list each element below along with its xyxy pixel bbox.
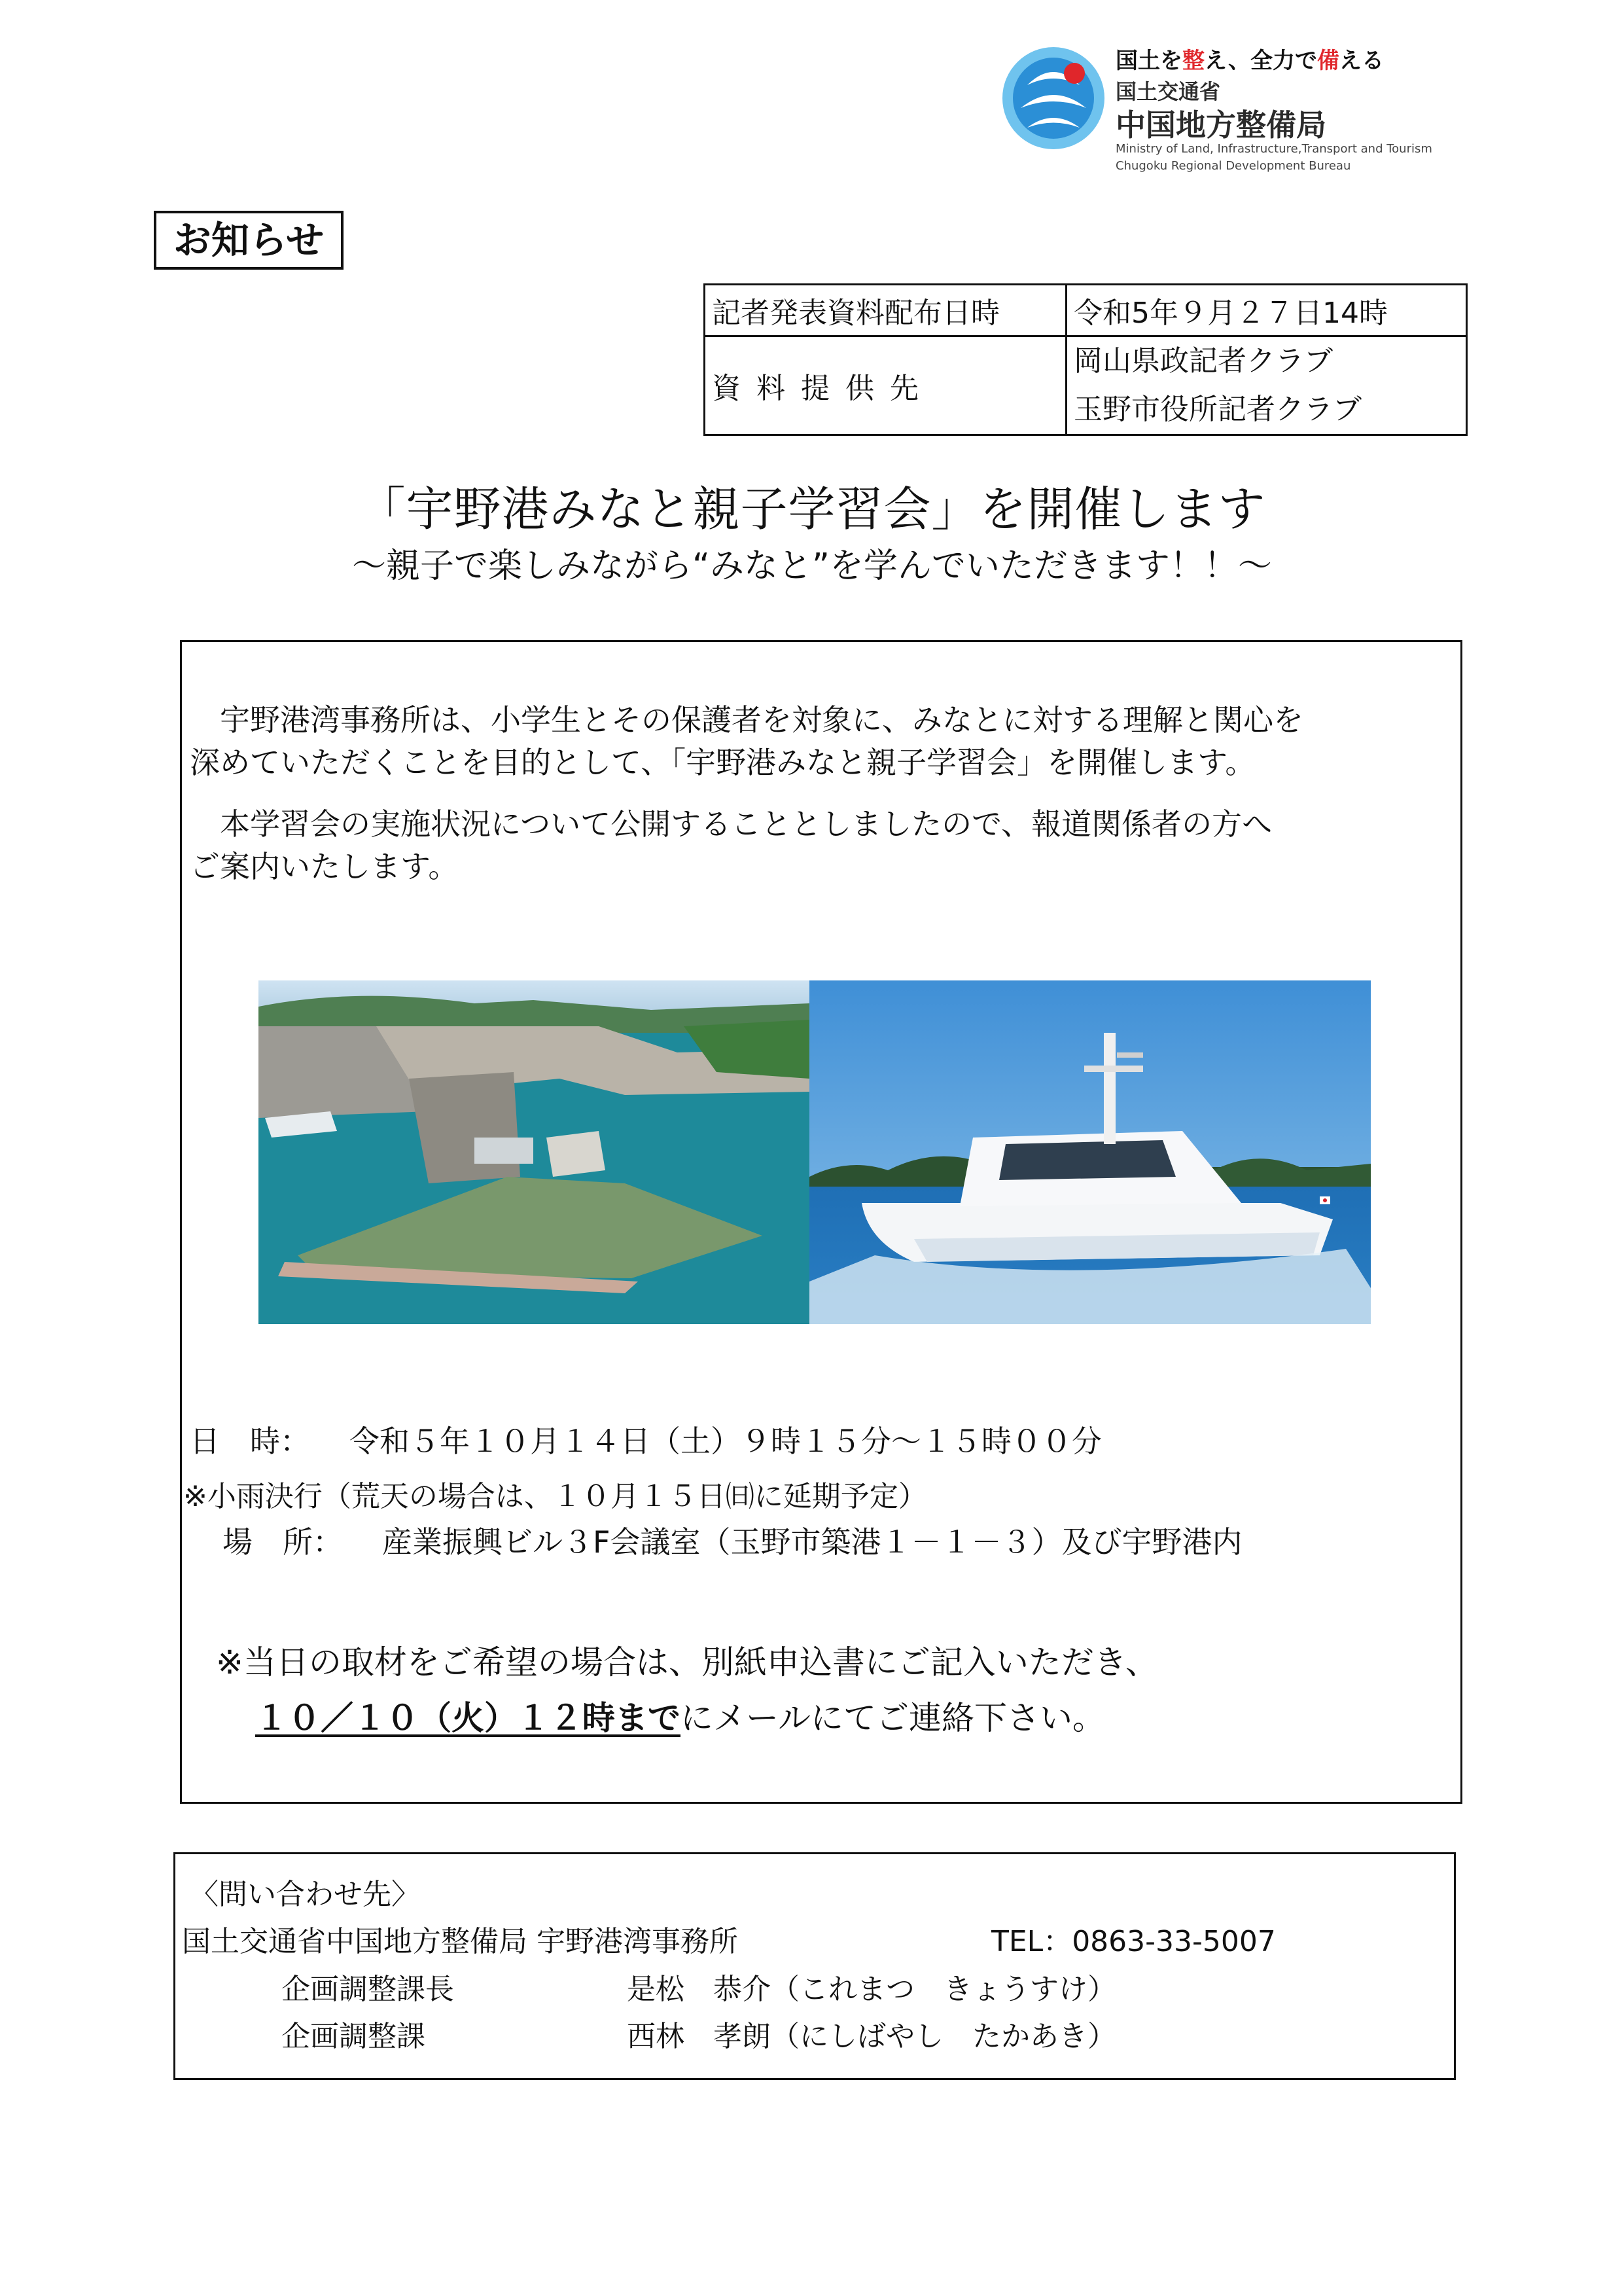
provided-to-label: 資料提供先	[705, 336, 1067, 435]
schedule-row	[190, 1418, 1102, 1461]
contact-name: 是松 恭介（これまつ きょうすけ）	[627, 1973, 1116, 2006]
place-value: 産業振興ビル３F会議室（玉野市築港１－１－３）及び宇野港内	[382, 1524, 1243, 1560]
body-paragraph-line: ご案内いたします。	[190, 849, 459, 884]
coverage-request-rest: にメールにてご連絡下さい。	[680, 1699, 1105, 1737]
rain-note: ※小雨決行（荒天の場合は、１０月１５日㈰に延期予定）	[183, 1480, 927, 1513]
logo-english-ministry: Ministry of Land, Infrastructure,Transport and Tourism	[1116, 142, 1432, 156]
coverage-request-line1: ※当日の取材をご希望の場合は、別紙申込書にご記入いただき、	[216, 1643, 1158, 1681]
bureau-logo-icon	[1001, 46, 1106, 151]
page-subtitle: ～親子で楽しみながら“みなと”を学んでいただきます！！～	[352, 547, 1272, 586]
place-label: 場 所：	[222, 1524, 343, 1560]
body-paragraph-line: 宇野港湾事務所は、小学生とその保護者を対象に、みなとに対する理解と関心を	[190, 702, 1303, 738]
aerial-port-photo	[258, 980, 809, 1324]
schedule-label: 日 時：	[190, 1424, 310, 1459]
body-paragraph-line: 本学習会の実施状況について公開することとしましたので、報道関係者の方へ	[190, 806, 1273, 842]
provided-to-row	[705, 336, 1467, 435]
notice-label: お知らせ	[154, 211, 344, 270]
contact-org: 国土交通省中国地方整備局 宇野港湾事務所	[182, 1925, 738, 1958]
contact-heading: 〈問い合わせ先〉	[190, 1878, 420, 1911]
contact-role: 企画調整課長	[281, 1973, 454, 2006]
logo-english-bureau: Chugoku Regional Development Bureau	[1116, 159, 1351, 173]
body-paragraph-line: 深めていただくことを目的として、「宇野港みなと親子学習会」を開催します。	[190, 745, 1256, 780]
patrol-boat-photo	[809, 980, 1371, 1324]
release-info-table	[703, 283, 1468, 436]
page-title: 「宇野港みなと親子学習会」を開催します	[358, 482, 1266, 537]
schedule-value: 令和５年１０月１４日（土）９時１５分～１５時００分	[349, 1424, 1102, 1459]
coverage-request-line2	[255, 1692, 1105, 1739]
place-row	[222, 1518, 1242, 1562]
provided-to-item: 岡山県政記者クラブ	[1074, 344, 1333, 378]
release-date-label: 記者発表資料配布日時	[705, 285, 1067, 336]
coverage-deadline: １０／１０（火）１２時まで	[255, 1699, 680, 1737]
release-date-row	[705, 285, 1467, 336]
provided-to-item: 玉野市役所記者クラブ	[1074, 393, 1362, 426]
release-date-value: 令和5年９月２７日14時	[1067, 285, 1467, 336]
logo-slogan: 国土を整え、全力で備える	[1116, 48, 1385, 74]
contact-tel: TEL：0863-33-5007	[991, 1925, 1276, 1958]
logo-ministry: 国土交通省	[1116, 79, 1221, 104]
logo-bureau: 中国地方整備局	[1116, 107, 1326, 143]
contact-role: 企画調整課	[281, 2020, 425, 2053]
provided-to-values	[1067, 336, 1467, 435]
contact-name: 西林 孝朗（にしばやし たかあき）	[627, 2020, 1116, 2053]
